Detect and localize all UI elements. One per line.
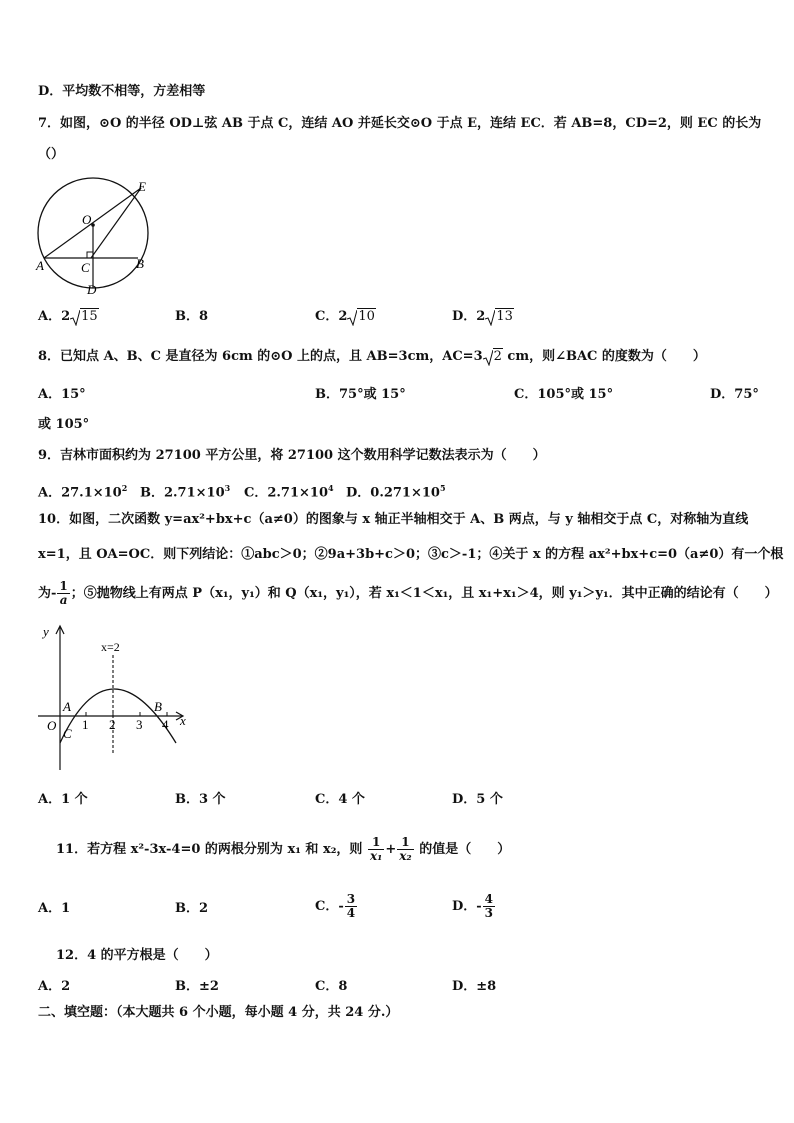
q11-option-b: B．2 <box>175 901 209 916</box>
q7-option-c: C．2 10 <box>315 309 375 324</box>
q8-option-b: B．75°或 15° <box>315 387 406 402</box>
label-a: A <box>63 699 71 714</box>
label-c: C <box>63 726 72 741</box>
label-a: A <box>36 258 44 273</box>
q12-option-c: C．8 <box>315 979 348 994</box>
label-d: D <box>87 282 97 297</box>
label-o: O <box>47 718 57 733</box>
tick-2: 2 <box>109 717 116 732</box>
q10-option-c: C．4 个 <box>315 792 365 807</box>
label-o: O <box>82 212 92 227</box>
label-b: B <box>154 699 162 714</box>
label-symmetry: x=2 <box>101 640 120 654</box>
q7-option-a: A．2 15 <box>38 309 98 324</box>
q8-option-c: C．105°或 15° <box>514 387 614 402</box>
q12-option-a: A．2 <box>38 979 71 994</box>
q11-option-c: C．- $\frac{3}{4}$ <box>315 892 356 920</box>
q10-stem-line2: x=1，且 OA=OC．则下列结论：①abc＞0；②9a+3b+c＞0；③c＞-1；④关于 x 的方程 ax²+bx+c=0（a≠0）有一个根 <box>38 547 784 562</box>
q10-option-d: D．5 个 <box>452 792 503 807</box>
q7-option-d: D．2 13 <box>452 309 513 324</box>
q8-option-d-cont: 或 105° <box>38 417 90 432</box>
q7-option-b: B．8 <box>175 309 209 324</box>
q10-stem-line1: 10．如图，二次函数 y=ax²+bx+c（a≠0）的图象与 x 轴正半轴相交于 A、B 两点，与 y 轴相交于点 C，对称轴为直线 <box>38 512 749 527</box>
label-c: C <box>81 260 90 275</box>
tick-1: 1 <box>82 717 89 732</box>
q7-stem-paren: （） <box>38 147 65 162</box>
q10-stem-line3: 为- $\frac{1}{a}$ ；⑤抛物线上有两点 P（x₁，y₁）和 Q（x₁，y₁），若 x₁＜1＜x₁，且 x₁+x₁＞4，则 y₁＞y₁．其中正确的结论有（ ） <box>38 579 778 607</box>
q8-option-d: D．75° <box>710 387 759 402</box>
q9-option-d: D．$0.271\times 10^5$ <box>346 483 446 501</box>
q12-stem: 12．4 的平方根是（ ） <box>56 948 218 963</box>
q7-stem: 7．如图，⊙O 的半径 OD⊥弦 AB 于点 C，连结 AO 并延长交⊙O 于点 E，连结 EC．若 AB=8，CD=2，则 EC 的长为 <box>38 116 762 131</box>
line-ec <box>91 188 141 258</box>
q10-option-b: B．3 个 <box>175 792 226 807</box>
q9-option-b: B．$2.71\times 10^3$ <box>140 483 231 501</box>
q8-stem: 8．已知点 A、B、C 是直径为 6cm 的⊙O 上的点，且 AB=3cm，AC=3 2 cm，则∠BAC 的度数为（ ） <box>38 349 706 364</box>
q12-option-b: B．±2 <box>175 979 219 994</box>
q9-stem: 9．吉林市面积约为 27100 平方公里，将 27100 这个数用科学记数法表示为（ ） <box>38 448 546 463</box>
q9-option-a: A．$27.1\times 10^2$ <box>38 483 128 501</box>
q6-option-d: D．平均数不相等，方差相等 <box>38 84 206 99</box>
label-y: y <box>43 624 49 639</box>
q10-option-a: A．1 个 <box>38 792 88 807</box>
q11-option-d: D．- $\frac{4}{3}$ <box>452 892 494 920</box>
label-x: x <box>180 713 186 728</box>
q9-option-c: C．$2.71\times 10^4$ <box>244 483 334 501</box>
label-e: E <box>138 179 146 194</box>
tick-4: 4 <box>162 717 169 732</box>
tick-3: 3 <box>136 717 143 732</box>
point-o <box>91 223 95 227</box>
q12-option-d: D．±8 <box>452 979 497 994</box>
q11-stem: 11．若方程 x²-3x-4=0 的两根分别为 x₁ 和 x₂，则 $\frac{1}{\text{x₁}}$ + $\frac{1}{\text{x₂}}$ 的值是（ ） <box>56 835 511 863</box>
label-b: B <box>136 256 144 271</box>
q10-parabola-graph <box>30 615 200 780</box>
section-2-title: 二、填空题：（本大题共 6 个小题，每小题 4 分，共 24 分.） <box>38 1005 399 1020</box>
q7-circle-figure <box>30 175 160 300</box>
q11-option-a: A．1 <box>38 901 71 916</box>
q8-option-a: A．15° <box>38 387 86 402</box>
